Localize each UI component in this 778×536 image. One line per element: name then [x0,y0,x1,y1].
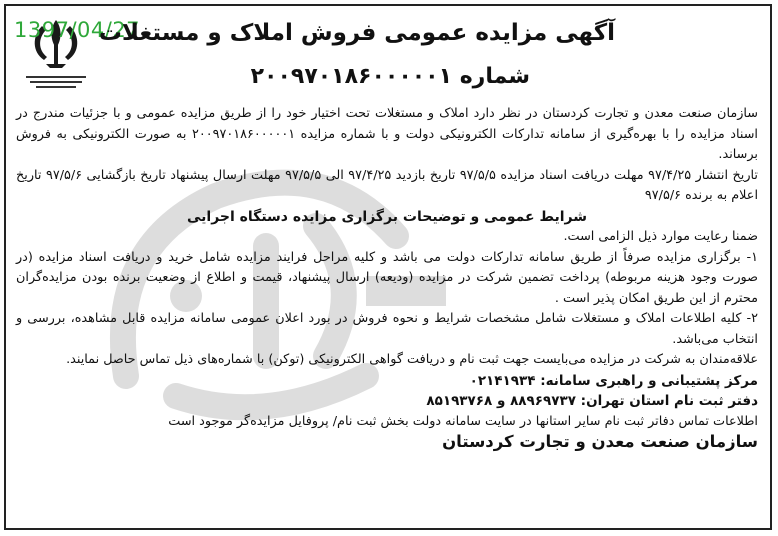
organization-signature: سازمان صنعت معدن و تجارت کردستان [442,432,758,451]
dates-paragraph: تاریخ انتشار ۹۷/۴/۲۵ مهلت دریافت اسناد مزایده ۹۷/۵/۵ تاریخ بازدید ۹۷/۴/۲۵ الی ۹۷/۵/۵ مهلت ارسال پیشنهاد تاریخ بازگشایی ۹۷/۵/۶ تاریخ اعلام به برنده ۹۷/۵/۶ [16,167,758,203]
intro-paragraph: سازمان صنعت معدن و تجارت کردستان در نظر دارد املاک و مستغلات تحت اختیار خود را از طریق مزایده عمومی و با جزئیات مندرج در اسناد مزایده را با بهره‌گیری از سامانه تدارکات الکترونیکی دولت و با شماره مزایده ۲۰۰۹۷۰۱۸۶۰۰۰۰۰۱ به صورت الکترونیکی به فروش برساند. [16,106,758,162]
tehran-office-phone: دفتر ثبت نام استان تهران: ۸۸۹۶۹۷۳۷ و ۸۵۱۹۳۷۶۸ [426,393,758,409]
date-stamp: 1397/04/27 [14,18,141,42]
page-title: آگهی مزایده عمومی فروش املاک و مستغلات [98,20,615,46]
condition-item-1: ۱- برگزاری مزایده صرفاً از طریق سامانه تدارکات دولت می باشد و کلیه مراحل فرایند مزایده شامل خرید و دریافت اسناد مزایده (در صورت وجود هزینه مربوطه) پرداخت تضمین شرکت در مزایده (ودیعه) ارسال پیشنهاد، قیمت و اطلاع از وضعیت برنده بودن مزایده‌گران محترم از این طریق امکان پذیر است . [16,249,758,306]
announcement-frame [4,4,772,530]
mandatory-note: ضمنا رعایت موارد ذیل الزامی است. [563,229,758,244]
announcement-body [16,104,758,453]
announcement-number: شماره ۲۰۰۹۷۰۱۸۶۰۰۰۰۰۱ [250,64,530,89]
other-provinces-note: اطلاعات تماس دفاتر ثبت نام سایر استانها در سایت سامانه دولت بخش ثبت نام/ پروفایل مزایده‌گر موجود است [168,413,758,429]
section-heading: شرایط عمومی و توضیحات برگزاری مزایده دستگاه اجرایی [186,208,588,225]
registration-note: علاقه‌مندان به شرکت در مزایده می‌بایست جهت ثبت نام و دریافت گواهی الکترونیکی (توکن) با شماره‌های ذیل تماس حاصل نمایند. [66,352,758,367]
support-center-phone: مرکز پشتیبانی و راهبری سامانه: ۰۲۱۴۱۹۳۴ [469,372,758,389]
condition-item-2: ۲- کلیه اطلاعات املاک و مستغلات شامل مشخصات شرایط و نحوه فروش در بورد اعلان عمومی سامانه مزایده قابل مشاهده، بررسی و انتخاب می‌باشد. [16,311,758,347]
